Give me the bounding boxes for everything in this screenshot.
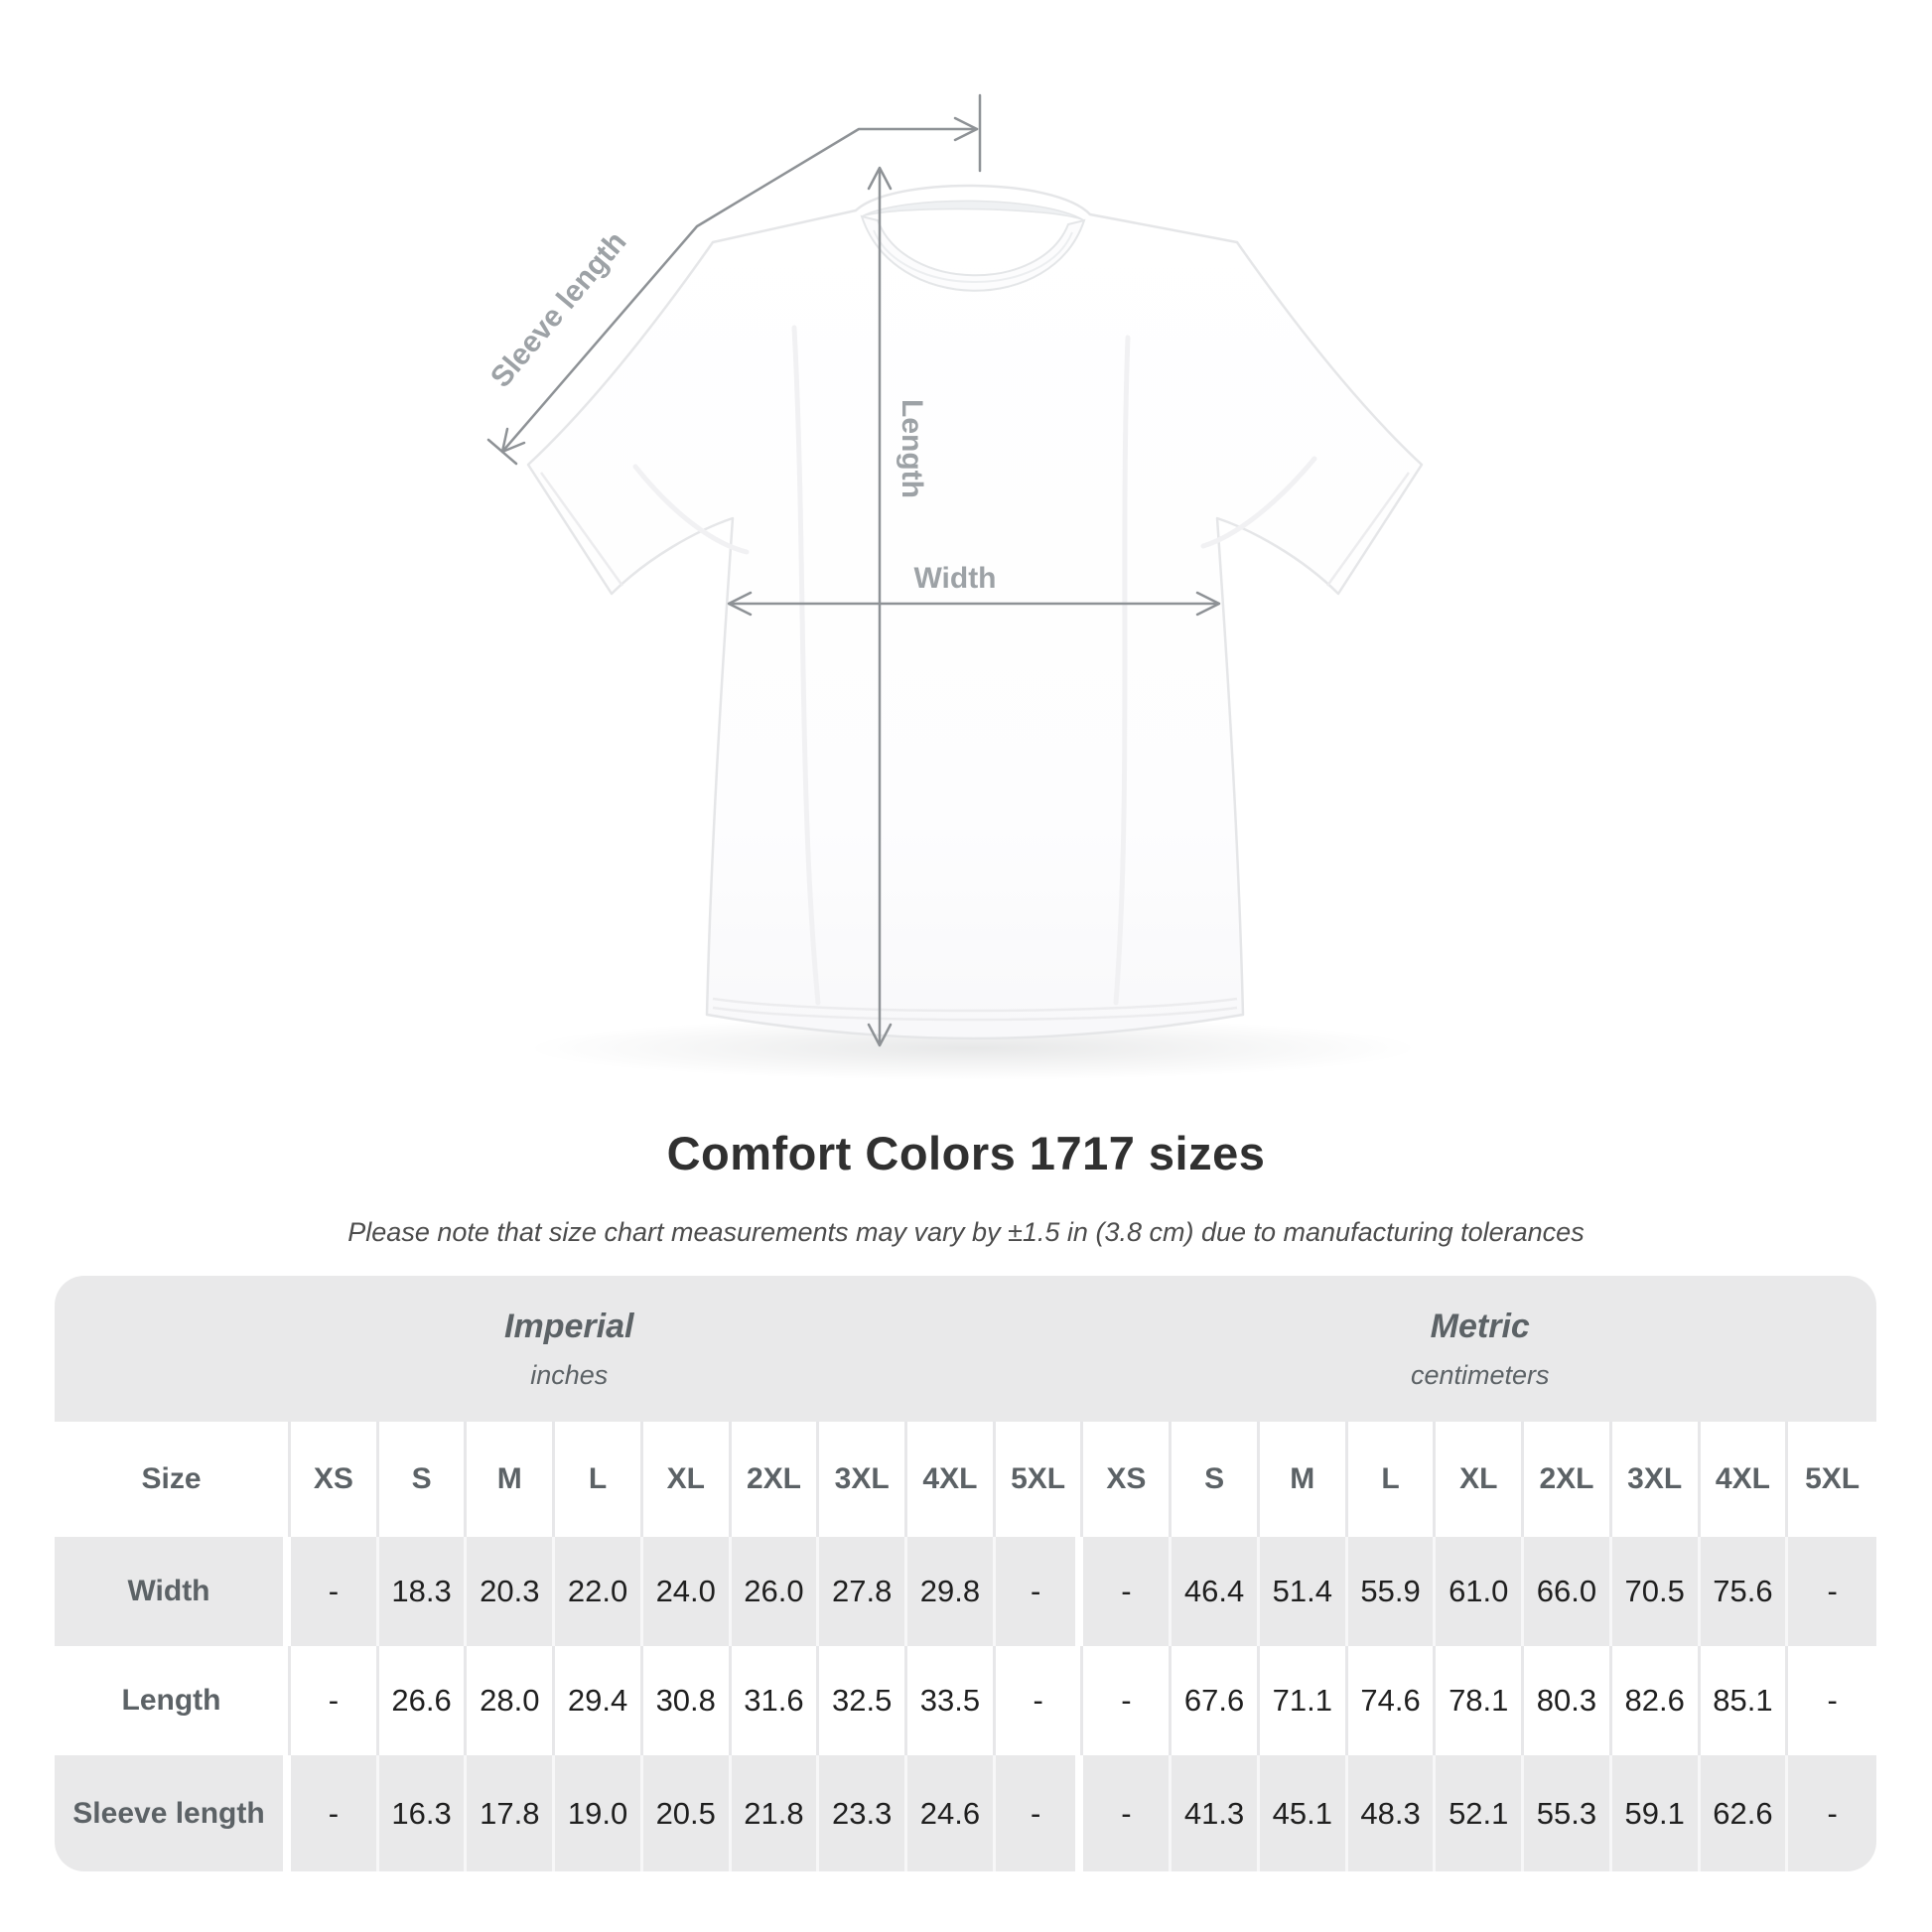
size-header-imperial-4xl: 4XL bbox=[907, 1422, 996, 1537]
size-header-metric-s: S bbox=[1172, 1422, 1260, 1537]
measurement-cell: 48.3 bbox=[1348, 1755, 1437, 1871]
sleeve-end-tick bbox=[488, 440, 516, 464]
measurement-cell: - bbox=[1083, 1755, 1172, 1871]
measurement-cell: - bbox=[996, 1537, 1084, 1646]
size-header-metric-l: L bbox=[1348, 1422, 1437, 1537]
measurement-cell: 21.8 bbox=[732, 1755, 820, 1871]
size-header-imperial-3xl: 3XL bbox=[819, 1422, 907, 1537]
measurement-cell: 62.6 bbox=[1701, 1755, 1789, 1871]
measurement-cell: 18.3 bbox=[379, 1537, 468, 1646]
measurement-cell: 29.8 bbox=[907, 1537, 996, 1646]
measurement-cell: 46.4 bbox=[1172, 1537, 1260, 1646]
measurement-cell: 26.0 bbox=[732, 1537, 820, 1646]
measurement-cell: 41.3 bbox=[1172, 1755, 1260, 1871]
size-header-metric-3xl: 3XL bbox=[1612, 1422, 1701, 1537]
measurement-cell: - bbox=[996, 1646, 1084, 1755]
measurement-cell: 28.0 bbox=[467, 1646, 555, 1755]
measurement-cell: 59.1 bbox=[1612, 1755, 1701, 1871]
measurement-cell: - bbox=[1788, 1646, 1876, 1755]
sleeve-length-label: Sleeve length bbox=[483, 225, 633, 394]
measurement-cell: 23.3 bbox=[819, 1755, 907, 1871]
measurement-cell: 17.8 bbox=[467, 1755, 555, 1871]
width-label: Width bbox=[913, 562, 997, 595]
size-column-header: Size bbox=[55, 1422, 291, 1537]
page-title: Comfort Colors 1717 sizes bbox=[666, 1127, 1266, 1179]
measurement-cell: - bbox=[291, 1646, 379, 1755]
measurement-cell: 70.5 bbox=[1612, 1537, 1701, 1646]
measurement-cell: 31.6 bbox=[732, 1646, 820, 1755]
tshirt-graphic bbox=[528, 186, 1422, 1038]
measurement-cell: 66.0 bbox=[1524, 1537, 1612, 1646]
unit-group-header-imperial: Imperial inches bbox=[55, 1276, 1083, 1422]
measurement-cell: - bbox=[996, 1755, 1084, 1871]
unit-group-header-metric: Metric centimeters bbox=[1083, 1276, 1876, 1422]
measurement-cell: 24.6 bbox=[907, 1755, 996, 1871]
measurement-cell: 82.6 bbox=[1612, 1646, 1701, 1755]
measurement-cell: 20.5 bbox=[643, 1755, 732, 1871]
measurement-cell: - bbox=[291, 1537, 379, 1646]
measurement-cell: 45.1 bbox=[1260, 1755, 1348, 1871]
measurement-cell: 74.6 bbox=[1348, 1646, 1437, 1755]
measurement-cell: 61.0 bbox=[1436, 1537, 1524, 1646]
measurement-cell: 55.9 bbox=[1348, 1537, 1437, 1646]
size-header-metric-2xl: 2XL bbox=[1524, 1422, 1612, 1537]
measurement-cell: 51.4 bbox=[1260, 1537, 1348, 1646]
measurement-cell: 20.3 bbox=[467, 1537, 555, 1646]
size-header-imperial-2xl: 2XL bbox=[732, 1422, 820, 1537]
length-label: Length bbox=[896, 399, 928, 498]
size-header-metric-xs: XS bbox=[1083, 1422, 1172, 1537]
size-header-imperial-5xl: 5XL bbox=[996, 1422, 1084, 1537]
measurement-cell: 30.8 bbox=[643, 1646, 732, 1755]
measurement-cell: - bbox=[1083, 1646, 1172, 1755]
measurement-cell: 22.0 bbox=[555, 1537, 643, 1646]
row-label: Length bbox=[55, 1646, 291, 1755]
size-header-imperial-m: M bbox=[467, 1422, 555, 1537]
size-header-metric-5xl: 5XL bbox=[1788, 1422, 1876, 1537]
measurement-cell: 80.3 bbox=[1524, 1646, 1612, 1755]
row-label: Sleeve length bbox=[55, 1755, 291, 1871]
measurement-cell: 52.1 bbox=[1436, 1755, 1524, 1871]
measurement-cell: 19.0 bbox=[555, 1755, 643, 1871]
measurement-cell: 26.6 bbox=[379, 1646, 468, 1755]
measurement-cell: 67.6 bbox=[1172, 1646, 1260, 1755]
size-header-imperial-l: L bbox=[555, 1422, 643, 1537]
measurement-cell: 75.6 bbox=[1701, 1537, 1789, 1646]
measurement-cell: 85.1 bbox=[1701, 1646, 1789, 1755]
row-label: Width bbox=[55, 1537, 291, 1646]
tolerance-note: Please note that size chart measurements may vary by ±1.5 in (3.8 cm) due to manufacturing tolerances bbox=[347, 1217, 1585, 1247]
measurement-cell: 24.0 bbox=[643, 1537, 732, 1646]
measurement-cell: - bbox=[1788, 1537, 1876, 1646]
measurement-cell: 71.1 bbox=[1260, 1646, 1348, 1755]
measurement-cell: 78.1 bbox=[1436, 1646, 1524, 1755]
size-header-metric-4xl: 4XL bbox=[1701, 1422, 1789, 1537]
measurement-cell: 33.5 bbox=[907, 1646, 996, 1755]
measurement-cell: 16.3 bbox=[379, 1755, 468, 1871]
size-header-metric-xl: XL bbox=[1436, 1422, 1524, 1537]
size-header-imperial-xl: XL bbox=[643, 1422, 732, 1537]
measurement-cell: - bbox=[1788, 1755, 1876, 1871]
size-header-metric-m: M bbox=[1260, 1422, 1348, 1537]
measurement-cell: 27.8 bbox=[819, 1537, 907, 1646]
measurement-cell: 32.5 bbox=[819, 1646, 907, 1755]
measurement-cell: 55.3 bbox=[1524, 1755, 1612, 1871]
measurement-cell: - bbox=[291, 1755, 379, 1871]
size-table-grid bbox=[55, 1276, 1876, 1871]
size-header-imperial-xs: XS bbox=[291, 1422, 379, 1537]
size-header-imperial-s: S bbox=[379, 1422, 468, 1537]
measurement-cell: 29.4 bbox=[555, 1646, 643, 1755]
measurement-cell: - bbox=[1083, 1537, 1172, 1646]
